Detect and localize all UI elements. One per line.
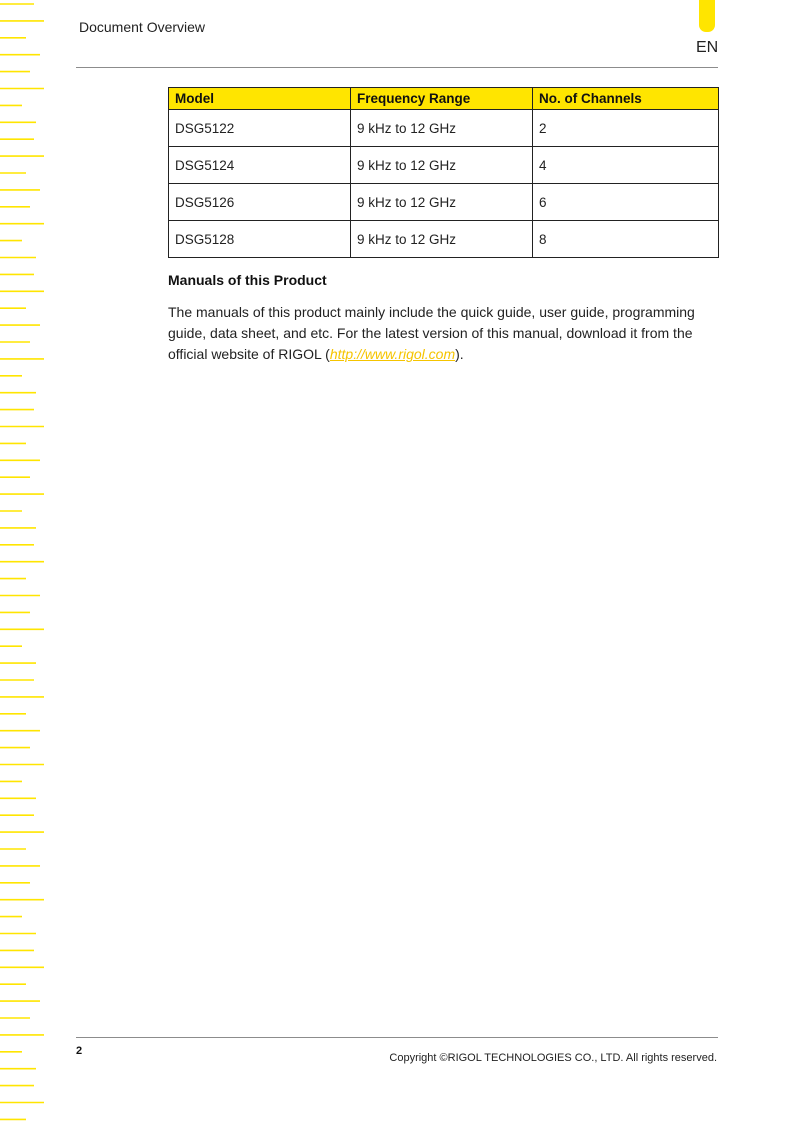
header-divider [76,67,718,68]
paragraph-text-end: ). [455,346,464,362]
rigol-website-link[interactable]: http://www.rigol.com [329,346,456,362]
channels-cell: 8 [533,221,719,258]
channels-cell: 6 [533,184,719,221]
table-row [169,221,719,258]
manuals-heading: Manuals of this Product [168,272,327,288]
table-header-row [169,88,719,110]
paragraph-text: The manuals of this product mainly include the quick guide, user guide, programming guide, data sheet, and etc. For the latest version of this manual, download it from the official website of RIGOL ( [168,304,695,362]
language-tab-marker [699,0,715,32]
frequency-range-cell: 9 kHz to 12 GHz [351,110,533,147]
channels-cell: 4 [533,147,719,184]
language-label: EN [696,39,719,56]
footer-divider [76,1037,718,1038]
copyright-notice: Copyright ©RIGOL TECHNOLOGIES CO., LTD. All rights reserved. [389,1052,717,1064]
model-cell: DSG5126 [169,184,351,221]
manuals-paragraph [168,302,720,365]
model-cell: DSG5128 [169,221,351,258]
table-row [169,184,719,221]
model-cell: DSG5122 [169,110,351,147]
table-row [169,147,719,184]
column-header-channels: No. of Channels [533,88,719,110]
column-header-frequency-range: Frequency Range [351,88,533,110]
frequency-range-cell: 9 kHz to 12 GHz [351,147,533,184]
frequency-range-cell: 9 kHz to 12 GHz [351,184,533,221]
frequency-range-cell: 9 kHz to 12 GHz [351,221,533,258]
margin-ruler-decoration [0,0,46,1122]
page-number: 2 [76,1045,83,1057]
model-table [168,87,719,258]
table-row [169,110,719,147]
channels-cell: 2 [533,110,719,147]
header-title: Document Overview [79,19,206,35]
column-header-model: Model [169,88,351,110]
model-cell: DSG5124 [169,147,351,184]
